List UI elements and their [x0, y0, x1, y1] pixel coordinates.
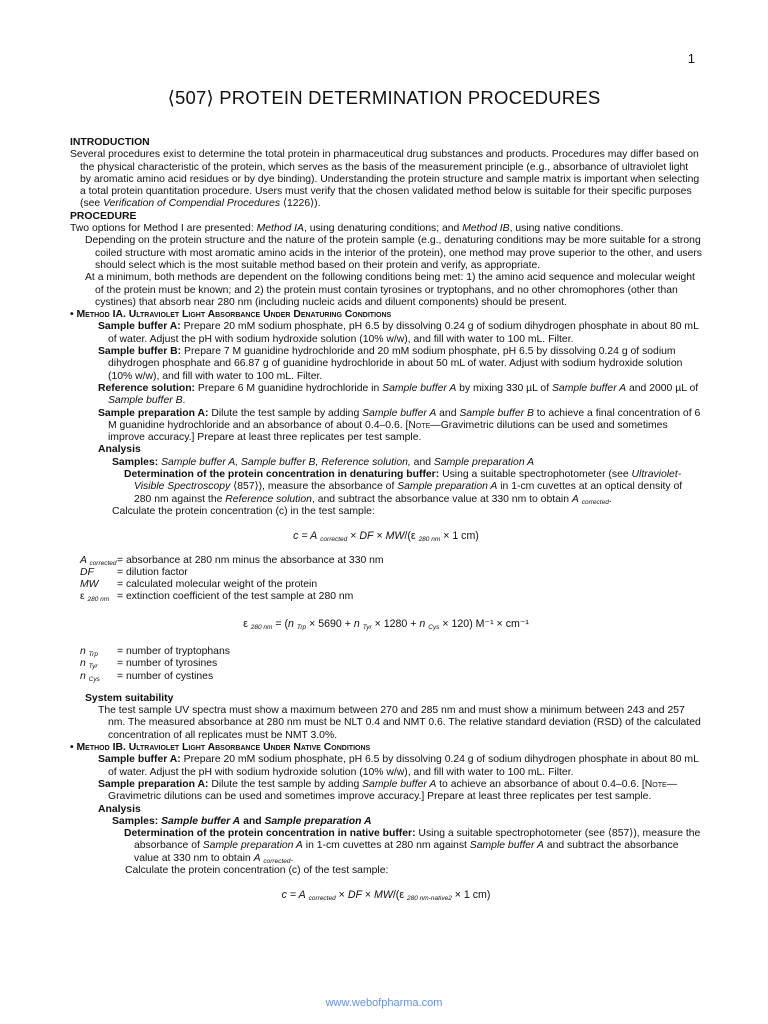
definition-row: A $_{corrected}$ = absorbance at 280 nm minus the absorbance at 330 nm [80, 554, 384, 567]
ib-sample-buffer-a: Sample buffer A: Prepare 20 mM sodium phosphate, pH 6.5 by dissolving 0.24 g of sodium dihydrogen phosphate in about 80 mL of water. Adjust the pH with sodium hydroxide solution (10% w/w), and fill with water to 100 mL. Filter. [98, 754, 699, 778]
page-number: 1 [687, 51, 695, 66]
definition-row: n $_{Cys}$ = number of cystines [80, 670, 214, 683]
definition-row: n $_{Trp}$ = number of tryptophans [80, 645, 230, 658]
ib-determination: Determination of the protein concentration in native buffer: Using a suitable spectrophotometer (see ⟨857⟩), measure the absorbance of Sample preparation A in 1-cm cuvettes at 280 nm against Sample buffer A and subtract the absorbance value at 330 nm to obtain A $_{corrected}$. [124, 828, 701, 865]
definition-row: ε $_{280 nm}$ = extinction coefficient of the test sample at 280 nm [80, 591, 354, 604]
definition-row: DF = dilution factor [80, 566, 188, 578]
introduction-paragraph: Several procedures exist to determine the total protein in pharmaceutical drug substances and products. Procedures may differ based on the physical characteristic of the protein, which serves as the basis of the measurement principle (e.g., absorbance of ultraviolet light by aromatic amino acid residues or by dye binding). Understanding the protein structure and sample matrix is important when selecting a total protein quantitation procedure. Users must verify that the chosen validated method below is suitable for their specific purposes (see Verification of Compendial Procedures ⟨1226⟩). [70, 149, 700, 210]
ib-samples: Samples: Sample buffer A and Sample preparation A [112, 815, 372, 827]
ia-samples: Samples: Sample buffer A, Sample buffer B, Reference solution, and Sample preparation A [112, 456, 535, 468]
ib-sample-preparation: Sample preparation A: Dilute the test sample by adding Sample buffer A to achieve an absorbance of about 0.4–0.6. [Note—Gravimetric dilutions can be used and sometimes improve accuracy.] Prepare at least three replicates per test sample. [98, 778, 678, 803]
introduction-heading: INTRODUCTION [70, 137, 150, 148]
ia-sample-buffer-b: Sample buffer B: Prepare 7 M guanidine hydrochloride and 20 mM sodium phosphate, pH 6.5 by dissolving 0.24 g of sodium dihydrogen phosphate and 66.87 g of guanidine hydrochloride in about 50 mL of water. Adjust with sodium hydroxide solution (10% w/w), and fill with water to 100 mL. Filter. [98, 346, 683, 382]
ib-calculate-instruction: Calculate the protein concentration (c) of the test sample: [125, 865, 389, 877]
chapter-title: ⟨507⟩ PROTEIN DETERMINATION PROCEDURES [167, 87, 601, 108]
document-body [70, 137, 702, 914]
procedure-paragraph-3: At a minimum, both methods are dependent on the following conditions being met: 1) the amino acid sequence and molecular weight of the protein must be known; and 2) the protein must contain tyrosines or tryptophans, and no other chromophores (other than cystines) that absorb near 280 nm (including nucleic acids and diluent components) should be present. [85, 272, 695, 308]
verification-reference: Verification of Compendial Procedures [103, 198, 281, 210]
system-suitability-heading: System suitability [85, 692, 174, 704]
ia-determination: Determination of the protein concentration in denaturing buffer: Using a suitable spectrophotometer (see Ultraviolet-Visible Spectroscopy ⟨857⟩), measure the absorbance of Sample preparation A in 1-cm cuvettes at an optical density of 280 nm against the Reference solution, and subtract the absorbance value at 330 nm to obtain A $_{corrected}$. [124, 469, 683, 506]
ia-variable-definitions [80, 555, 702, 604]
ia-analysis-heading: Analysis [98, 444, 141, 456]
ia-residue-definitions [80, 646, 702, 683]
ia-concentration-equation: c = A $_{corrected}$ × DF × MW/(ε $_{280 nm}$ × 1 cm) [293, 530, 479, 544]
definition-row: n $_{Tyr}$ = number of tyrosines [80, 658, 218, 671]
ia-reference-solution: Reference solution: Prepare 6 M guanidine hydrochloride in Sample buffer A by mixing 330 µL of Sample buffer A and 2000 µL of Sample buffer B. [98, 382, 699, 407]
ib-concentration-equation: c = A $_{corrected}$ × DF × MW/(ε $_{280 nm-native2}$ × 1 cm) [281, 889, 491, 903]
ib-analysis-heading: Analysis [98, 803, 141, 815]
procedure-heading: PROCEDURE [70, 210, 137, 222]
footer-website-link[interactable]: www.webofpharma.com [325, 997, 443, 1009]
method-ia-heading: • Method IA. Ultraviolet Light Absorbance Under Denaturing Conditions [70, 309, 392, 321]
procedure-paragraph-2: Depending on the protein structure and the nature of the protein sample (e.g., denaturing conditions may be more suitable for a strong coiled structure with most aromatic amino acids in the interior of the protein), one method may prove superior to the other, and users should select which is the most suitable method based on their protein and verify, as appropriate. [85, 235, 702, 271]
ia-sample-preparation: Sample preparation A: Dilute the test sample by adding Sample buffer A and Sample buffer B to achieve a final concentration of 6 M guanidine hydrochloride and an absorbance of about 0.4–0.6. [Note—Gravimetric dilutions can be used and sometimes improve accuracy.] Prepare at least three replicates per test sample. [98, 407, 701, 444]
procedure-paragraph-1: Two options for Method I are presented: Method IA, using denaturing conditions; and Method IB, using native conditions. [70, 223, 624, 235]
method-ib-heading: • Method IB. Ultraviolet Light Absorbance Under Native Conditions [70, 742, 371, 754]
ia-sample-buffer-a: Sample buffer A: Prepare 20 mM sodium phosphate, pH 6.5 by dissolving 0.24 g of sodium dihydrogen phosphate in about 80 mL of water. Adjust the pH with sodium hydroxide solution (10% w/w), and fill with water to 100 mL. Filter. [98, 321, 699, 345]
definition-row: MW = calculated molecular weight of the protein [80, 579, 318, 591]
ia-calculate-instruction: Calculate the protein concentration (c) in the test sample: [112, 505, 375, 517]
extinction-coefficient-equation: ε $_{280 nm}$ = (n $_{Trp}$ × 5690 + n $_{Tyr}$ × 1280 + n $_{Cys}$ × 120) M⁻¹ × cm⁻¹ [243, 617, 529, 631]
system-suitability-text: The test sample UV spectra must show a maximum between 270 and 285 nm and must show a minimum between 243 and 257 nm. The measured absorbance at 280 nm must be NLT 0.4 and NMT 0.6. The relative standard deviation (RSD) of the calculated concentration of all replicates must be NMT 3.0%. [98, 705, 701, 741]
